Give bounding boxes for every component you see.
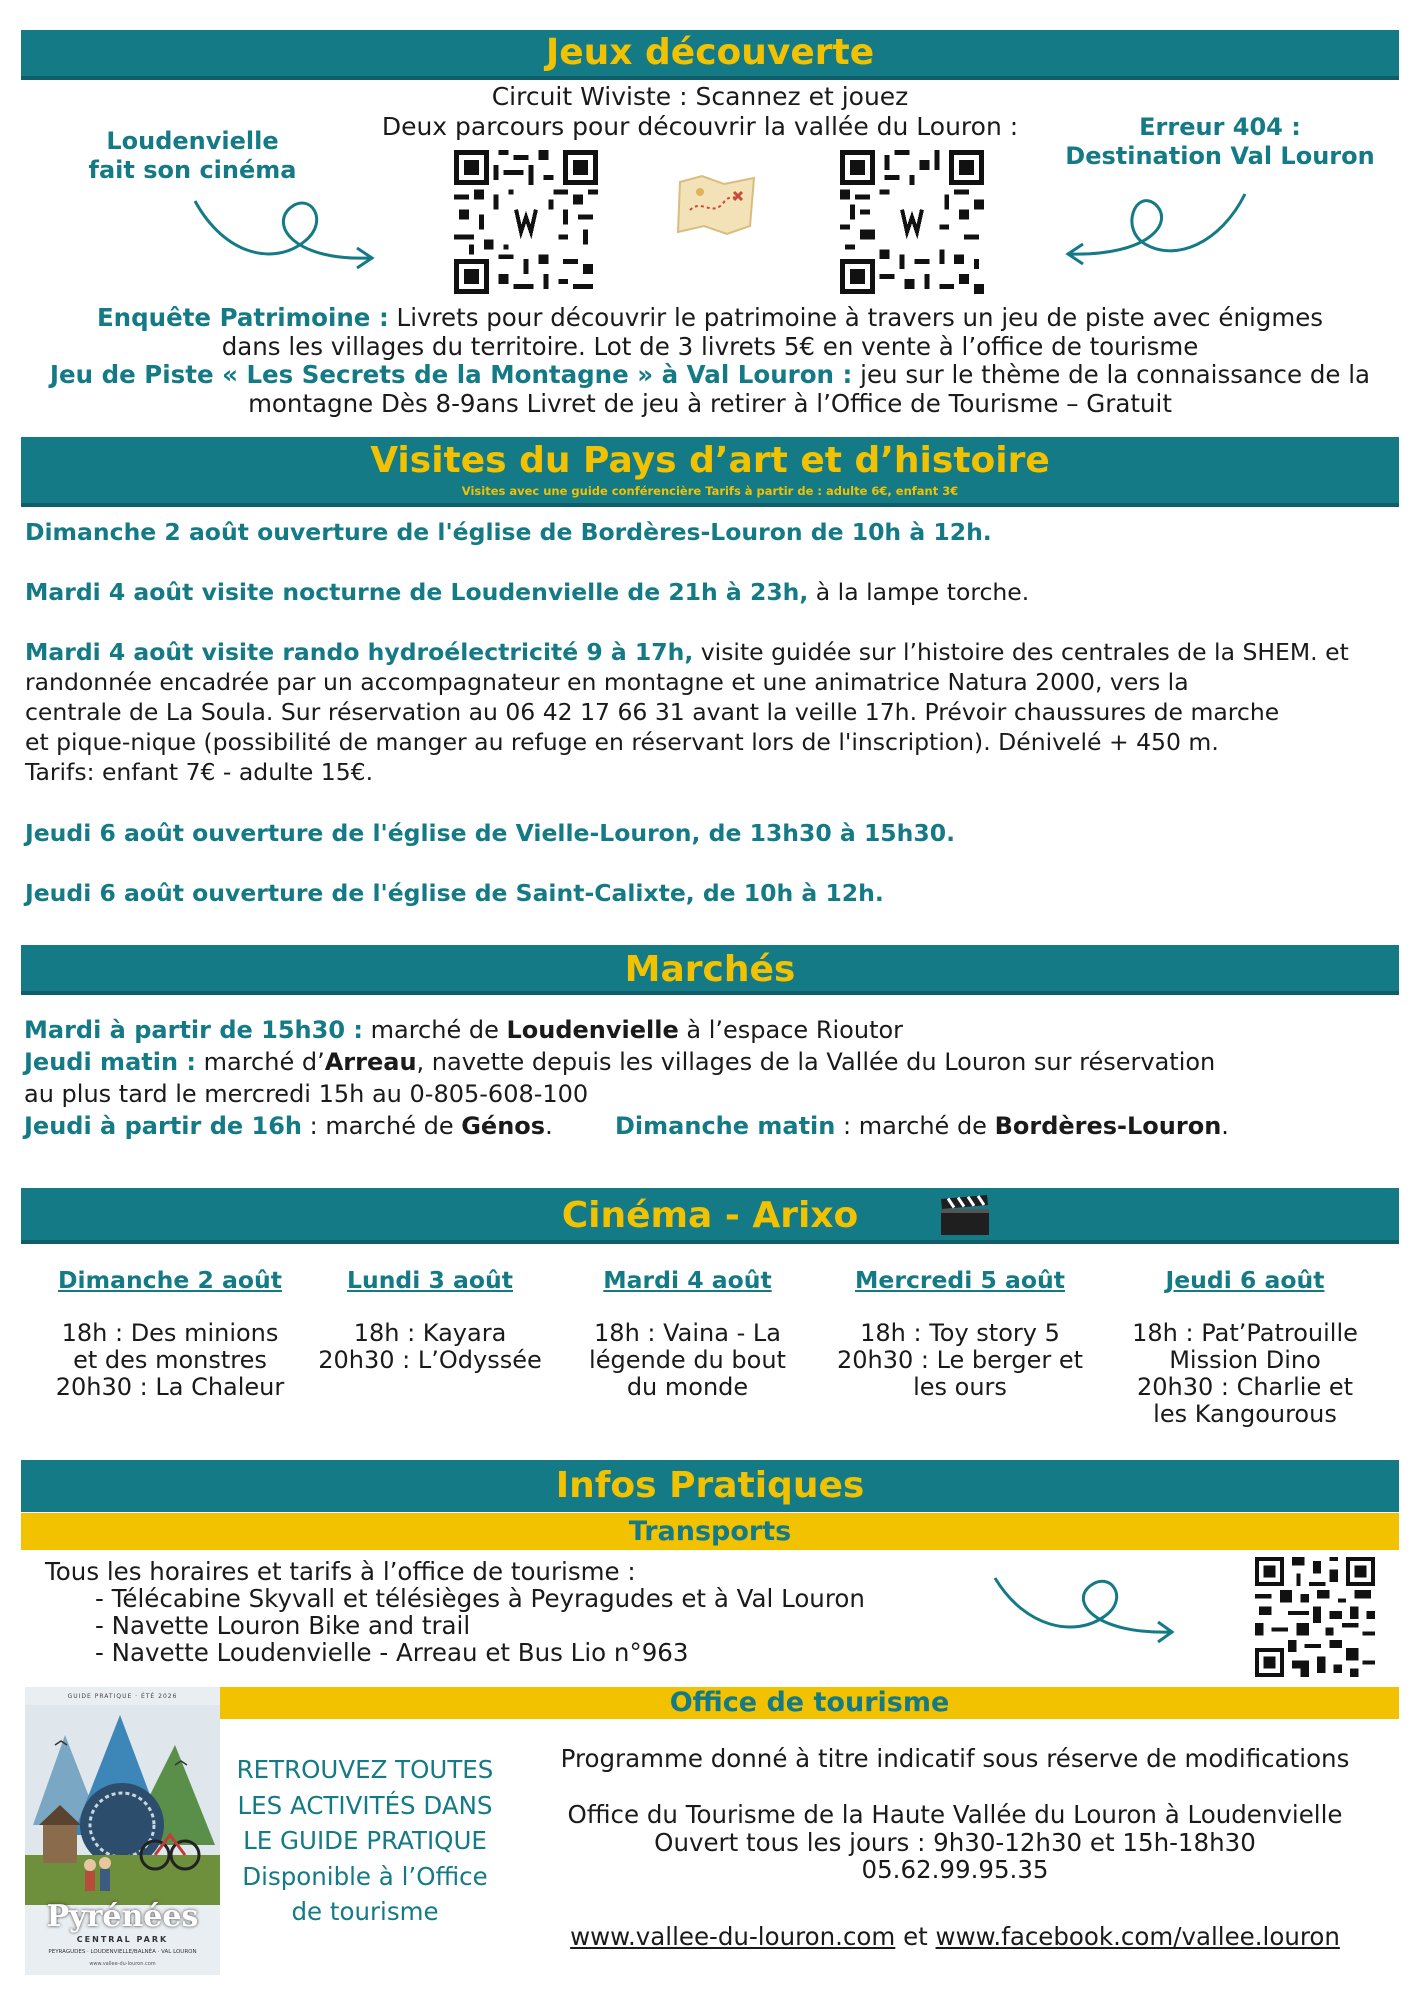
treasure-map-icon [672,170,762,240]
piste-text: jeu sur le thème de la connaissance de la [852,360,1371,389]
cinema-day-label: Mardi 4 août [603,1266,772,1294]
visite-item-label: Mardi 4 août visite rando hydroélectricité 9 à 17h, [25,638,694,666]
section-header-cinema: Cinéma - Arixo [21,1188,1399,1244]
website-link[interactable]: www.vallee-du-louron.com [570,1922,896,1951]
visites-subtitle: Visites avec une guide conférencière Tarifs à partir de : adulte 6€, enfant 3€ [461,484,959,498]
cinema-day [560,1265,815,1401]
qr-code-transports[interactable] [1255,1557,1375,1677]
marche-label: Jeudi matin : [24,1048,196,1076]
visite-item: Jeudi 6 août ouverture de l'église de Saint-Calixte, de 10h à 12h. [25,879,884,907]
piste-label: Jeu de Piste « Les Secrets de la Montagne » à Val Louron : [49,360,853,389]
marche-text: marché de [362,1016,507,1044]
section-divider [21,76,1399,80]
piste-text-2: montagne Dès 8-9ans Livret de jeu à retirer à l’Office de Tourisme – Gratuit [248,388,1172,418]
section-header-jeux: Jeux découverte [21,30,1399,76]
qr-code-loudenvielle[interactable] [454,150,598,294]
enquete-label: Enquête Patrimoine : [96,303,389,332]
marche-place: Arreau [324,1048,417,1076]
film-line: Mission Dino [1169,1346,1321,1374]
film-line: du monde [626,1373,749,1401]
office-links [525,1923,1385,1951]
marche-label: Dimanche matin [615,1112,836,1140]
cover-brand-sub: CENTRAL PARK [76,1935,169,1944]
marche-text: : marché de [835,1112,995,1140]
circuit-title: Circuit Wiviste : Scannez et jouez [491,82,909,111]
marche-item [24,1111,553,1142]
office-phone: 05.62.99.95.35 [861,1855,1049,1884]
film-line: les Kangourous [1153,1400,1337,1428]
visite-item: Jeudi 6 août ouverture de l'église de Vielle-Louron, de 13h30 à 15h30. [25,819,956,847]
film-line: et des monstres [73,1346,267,1374]
subheader-transports: Transports [21,1513,1399,1550]
enquete-text: Livrets pour découvrir le patrimoine à travers un jeu de piste avec énigmes [388,303,1324,332]
guide-pratique-text [225,1752,505,1930]
visite-item [25,577,1395,607]
parcours-left-title [60,127,325,185]
marche-place: Bordères-Louron [994,1112,1222,1140]
swirl-arrow-right-icon [185,186,385,276]
marche-label: Jeudi à partir de 16h [24,1112,303,1140]
facebook-link[interactable]: www.facebook.com/vallee.louron [935,1922,1340,1951]
section-header-infos: Infos Pratiques [21,1460,1399,1512]
qr-code-val-louron[interactable] [840,150,984,294]
cinema-day [1110,1265,1380,1428]
transports-item: - Navette Louron Bike and trail [95,1611,471,1640]
cinema-day-label: Lundi 3 août [347,1266,513,1294]
office-name: Office du Tourisme de la Haute Vallée du Louron à Loudenvielle [567,1800,1343,1829]
guide-line: Disponible à l’Office [242,1861,488,1891]
cinema-day [310,1265,550,1374]
section-divider [21,991,1399,995]
marche-text: . [1221,1112,1229,1140]
film-line: 18h : Toy story 5 [860,1319,1060,1347]
film-line: 20h30 : La Chaleur [55,1373,285,1401]
visite-item-label: Mardi 4 août visite nocturne de Loudenvielle de 21h à 23h, [25,578,809,606]
visite-item-text: à la lampe torche. [808,578,1030,606]
transports-item: - Navette Loudenvielle - Arreau et Bus Lio n°963 [95,1638,689,1667]
marche-item [24,1047,1215,1078]
transports-item: - Télécabine Skyvall et télésièges à Peyragudes et à Val Louron [95,1584,865,1613]
guide-pratique-cover[interactable] [25,1687,220,1975]
program-notice: Programme donné à titre indicatif sous réserve de modifications [560,1744,1350,1773]
visite-item-text: randonnée encadrée par un accompagnateur en montagne et une animatrice Natura 2000, vers la [25,668,1189,696]
film-line: légende du bout [589,1346,786,1374]
links-separator: et [895,1922,936,1951]
cinema-day [820,1265,1100,1401]
clapperboard-icon [938,1193,992,1237]
parcours-right-title-line2: Destination Val Louron [1065,142,1375,170]
film-line: 18h : Vaina - La [594,1319,781,1347]
guide-line: LE GUIDE PRATIQUE [243,1826,487,1855]
cinema-day [40,1265,300,1401]
office-contact [525,1801,1385,1884]
marche-label: Mardi à partir de 15h30 : [24,1016,363,1044]
parcours-left-title-line1: Loudenvielle [106,127,279,155]
section-divider [21,1240,1399,1244]
marche-text: : marché de [302,1112,462,1140]
film-line: les ours [913,1373,1007,1401]
enquete-patrimoine [20,304,1400,418]
cover-collage-image [25,1705,220,1905]
cinema-day-label: Jeudi 6 août [1165,1266,1325,1294]
transports-intro: Tous les horaires et tarifs à l’office de tourisme : [45,1557,636,1586]
visite-item-text: et pique-nique (possibilité de manger au refuge en réservant lors de l'inscription). Dénivelé + 450 m. [25,728,1219,756]
film-line: 20h30 : Le berger et [836,1346,1084,1374]
section-header-marches: Marchés [21,945,1399,995]
swirl-arrow-right-icon [990,1568,1190,1648]
marche-item [615,1111,1229,1142]
film-line: 20h30 : Charlie et [1136,1373,1354,1401]
visite-item: Dimanche 2 août ouverture de l'église de Bordères-Louron de 10h à 12h. [25,518,992,546]
guide-line: RETROUVEZ TOUTES [236,1755,494,1784]
cinema-day-label: Dimanche 2 août [58,1266,282,1294]
parcours-right-title-line1: Erreur 404 : [1139,113,1301,141]
enquete-text-2: dans les villages du territoire. Lot de 3 livrets 5€ en vente à l’office de tourisme [221,331,1199,361]
circuit-subtitle: Deux parcours pour découvrir la vallée du Louron : [381,112,1019,141]
guide-line: de tourisme [291,1897,439,1926]
marche-place: Génos [461,1112,546,1140]
marche-text: . [545,1112,553,1140]
marche-text: à l’espace Rioutor [678,1016,904,1044]
visite-item-text: Tarifs: enfant 7€ - adulte 15€. [25,758,374,786]
film-line: 18h : Kayara [353,1319,507,1347]
cinema-day-label: Mercredi 5 août [855,1266,1065,1294]
film-line: 20h30 : L’Odyssée [318,1346,542,1374]
swirl-arrow-left-icon [1055,184,1255,274]
visites-title: Visites du Pays d’art et d’histoire [370,440,1050,481]
marche-text: , navette depuis les villages de la Vallée du Louron sur réservation [416,1048,1216,1076]
parcours-right-title [1050,113,1390,171]
cover-brand: Pyrénées [46,1899,199,1934]
parcours-left-title-line2: fait son cinéma [88,156,297,184]
guide-line: LES ACTIVITÉS DANS [237,1790,493,1820]
section-header-visites [21,437,1399,507]
office-hours: Ouvert tous les jours : 9h30-12h30 et 15h-18h30 [654,1827,1256,1857]
subheader-office: Office de tourisme [220,1687,1399,1719]
cover-top-label: GUIDE PRATIQUE · ÉTÉ 2026 [67,1693,178,1700]
cover-places: PEYRAGUDES · LOUDENVIELLE/BALNÉA · VAL LOURON [48,1949,197,1955]
marche-place: Loudenvielle [506,1016,679,1044]
section-divider [21,503,1399,507]
cover-url: www.vallee-du-louron.com [89,1961,156,1967]
marche-text: au plus tard le mercredi 15h au 0-805-608-100 [24,1080,589,1108]
visite-item [25,637,1395,787]
visite-item-text: visite guidée sur l’histoire des centrales de la SHEM. et [693,638,1349,666]
marche-item [24,1015,903,1046]
film-line: 18h : Des minions [61,1319,279,1347]
marche-text: marché d’ [196,1048,325,1076]
film-line: 18h : Pat’Patrouille [1132,1319,1358,1347]
visite-item-text: centrale de La Soula. Sur réservation au 06 42 17 66 31 avant la veille 17h. Prévoir chaussures de marche [25,698,1280,726]
